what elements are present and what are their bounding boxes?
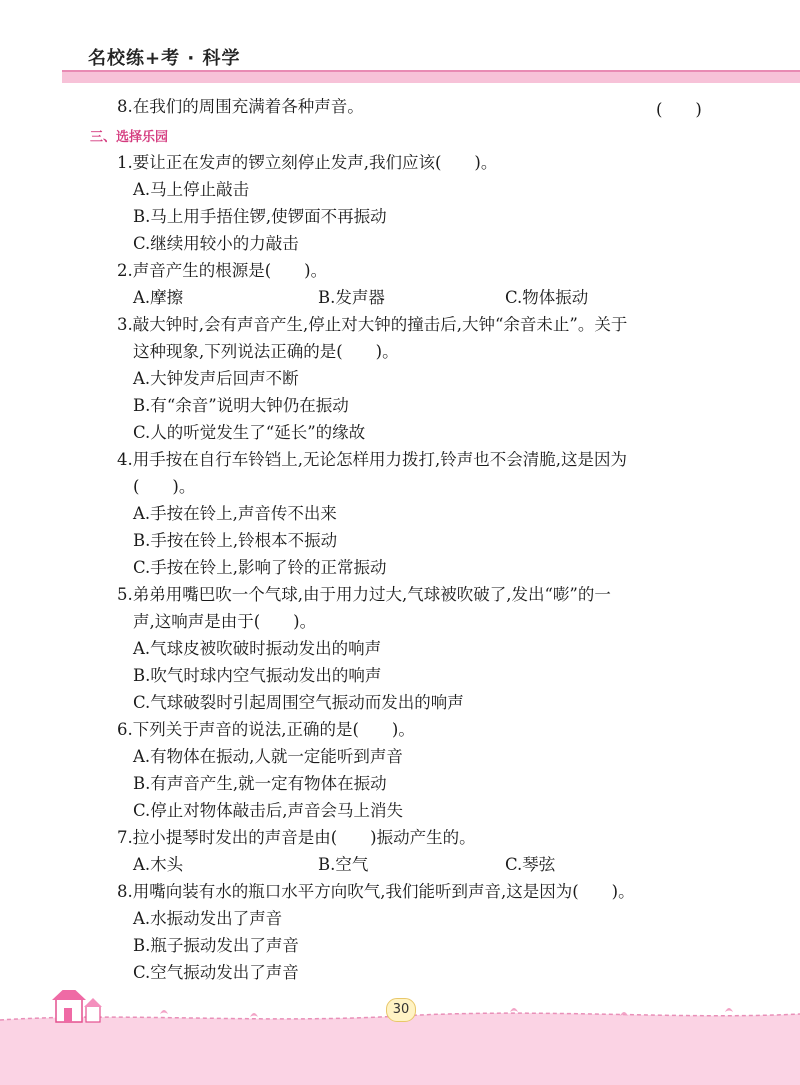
question-stem: 3.敲大钟时,会有声音产生,停止对大钟的撞击后,大钟“余音未止”。关于 (117, 315, 628, 334)
question-stem: 6.下列关于声音的说法,正确的是( )。 (117, 720, 415, 739)
option: A.大钟发声后回声不断 (133, 369, 299, 388)
option: A.气球皮被吹破时振动发出的响声 (133, 639, 382, 658)
question-stem: 8.用嘴向装有水的瓶口水平方向吹气,我们能听到声音,这是因为( )。 (117, 882, 635, 901)
option: B.瓶子振动发出了声音 (133, 936, 299, 955)
question-stem-cont: ( )。 (133, 477, 196, 496)
book-series-title: 名校练+考 · 科学 (88, 48, 241, 69)
option: A.摩擦 (133, 288, 184, 307)
option: B.有“余音”说明大钟仍在振动 (133, 396, 349, 415)
question-stem: 1.要让正在发声的锣立刻停止发声,我们应该( )。 (117, 153, 498, 172)
question-stem: 7.拉小提琴时发出的声音是由( )振动产生的。 (117, 828, 476, 847)
answer-paren: ( ) (656, 100, 702, 119)
option: B.马上用手捂住锣,使锣面不再振动 (133, 207, 387, 226)
question-stem: 2.声音产生的根源是( )。 (117, 261, 328, 280)
prev-item-8: 8.在我们的周围充满着各种声音。 (117, 97, 364, 116)
option: C.人的听觉发生了“延长”的缘故 (133, 423, 366, 442)
option: A.有物体在振动,人就一定能听到声音 (133, 747, 403, 766)
option: C.琴弦 (505, 855, 556, 874)
option: B.手按在铃上,铃根本不振动 (133, 531, 338, 550)
option: B.空气 (318, 855, 369, 874)
option: A.手按在铃上,声音传不出来 (133, 504, 337, 523)
option: C.空气振动发出了声音 (133, 963, 299, 982)
option: C.停止对物体敲击后,声音会马上消失 (133, 801, 404, 820)
house-icon (52, 990, 102, 1022)
option: B.有声音产生,就一定有物体在振动 (133, 774, 387, 793)
option: C.手按在铃上,影响了铃的正常振动 (133, 558, 387, 577)
header-bar (62, 70, 800, 83)
option: C.物体振动 (505, 288, 589, 307)
option: C.继续用较小的力敲击 (133, 234, 299, 253)
question-stem-cont: 声,这响声是由于( )。 (133, 612, 317, 631)
question-stem-cont: 这种现象,下列说法正确的是( )。 (133, 342, 399, 361)
section-heading: 三、选择乐园 (90, 130, 169, 145)
page-number: 30 (386, 998, 416, 1022)
question-stem: 5.弟弟用嘴巴吹一个气球,由于用力过大,气球被吹破了,发出“嘭”的一 (117, 585, 611, 604)
question-stem: 4.用手按在自行车铃铛上,无论怎样用力拨打,铃声也不会清脆,这是因为 (117, 450, 627, 469)
option: B.吹气时球内空气振动发出的响声 (133, 666, 382, 685)
option: A.马上停止敲击 (133, 180, 250, 199)
option: A.水振动发出了声音 (133, 909, 283, 928)
option: A.木头 (133, 855, 184, 874)
option: B.发声器 (318, 288, 385, 307)
option: C.气球破裂时引起周围空气振动而发出的响声 (133, 693, 464, 712)
